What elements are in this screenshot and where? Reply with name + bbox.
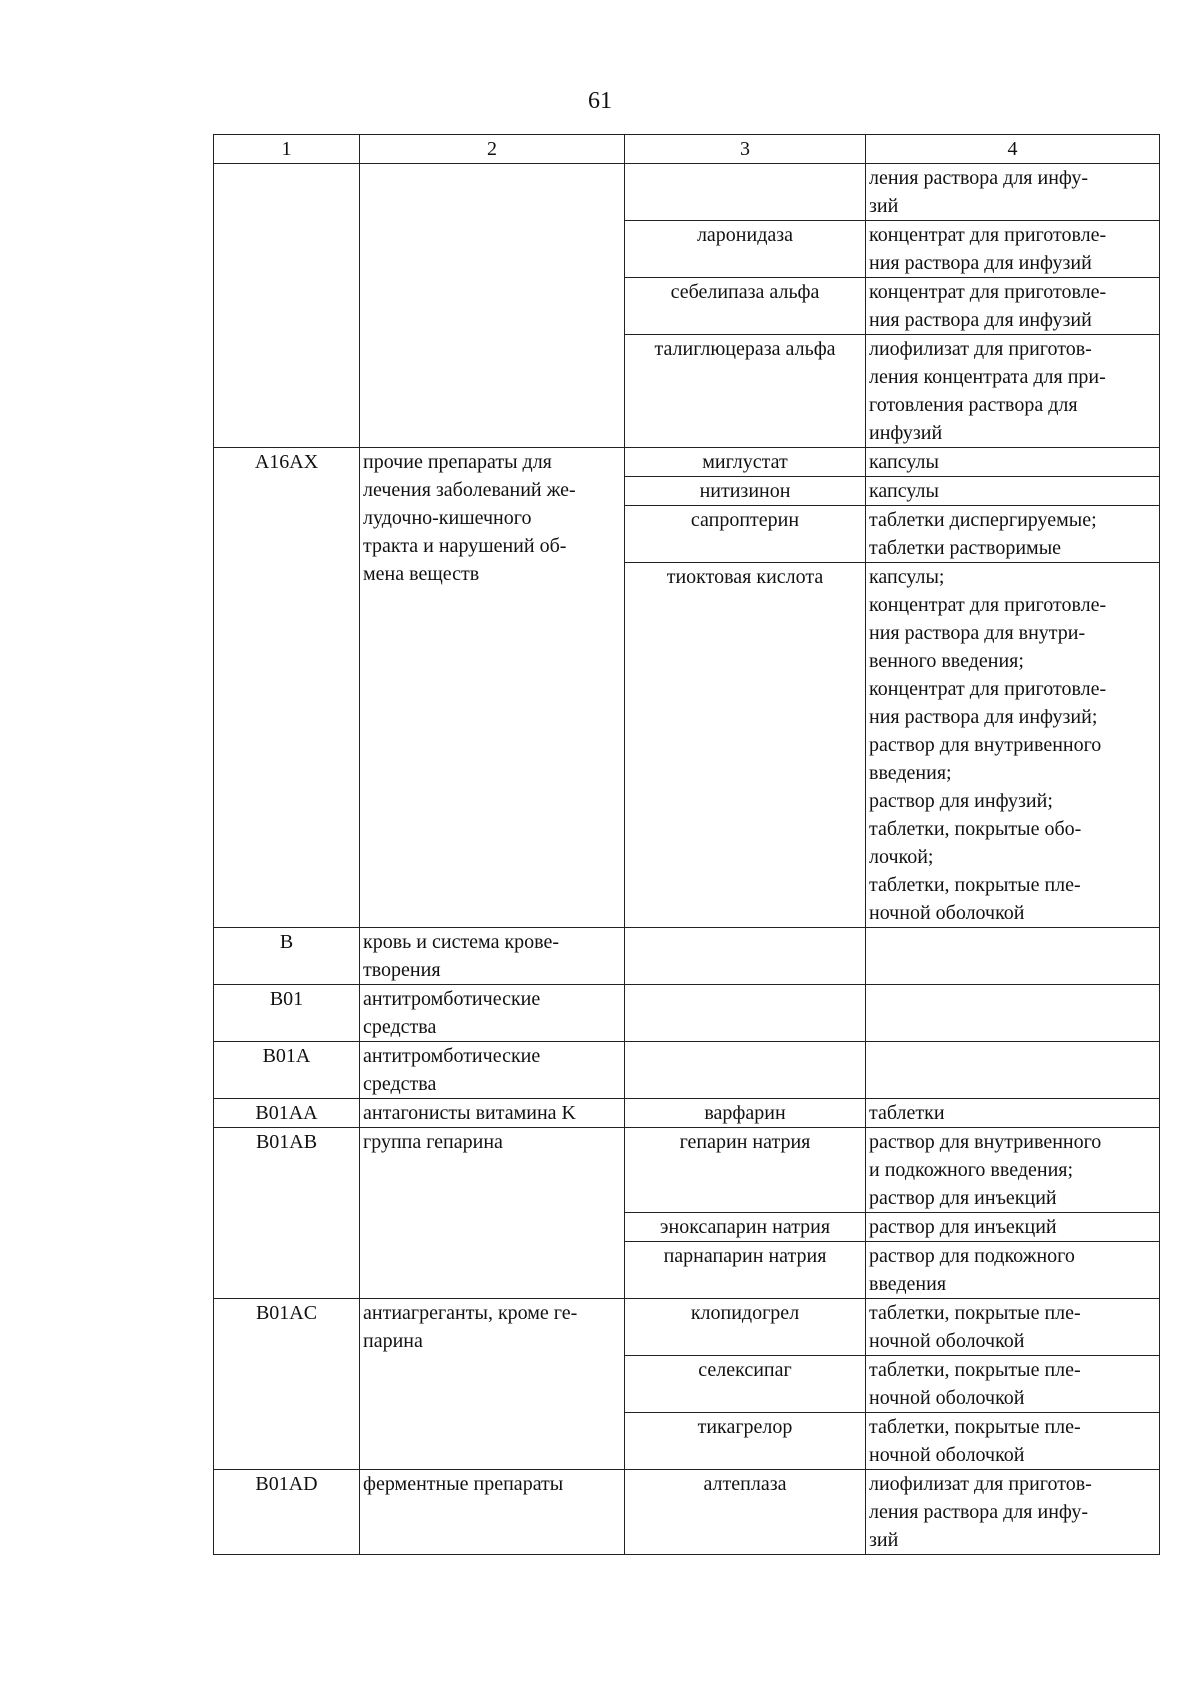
code-cell: B01 xyxy=(214,985,360,1042)
code-cell: B xyxy=(214,928,360,985)
dosage-form-cell xyxy=(866,985,1160,1042)
dosage-form-line: и подкожного введения; xyxy=(869,1159,1074,1181)
dosage-form-line: раствор для инфузий; xyxy=(869,790,1053,812)
dosage-form-line: ночной оболочкой xyxy=(869,1387,1025,1409)
dosage-form-line: ночной оболочкой xyxy=(869,902,1025,924)
drug-name-cell: варфарин xyxy=(625,1099,866,1128)
column-number-4: 4 xyxy=(866,135,1160,164)
group-line: ферментные препараты xyxy=(363,1473,564,1495)
group-cell xyxy=(360,928,625,985)
dosage-form-line: раствор для внутривенного xyxy=(869,1131,1102,1153)
drug-name-cell xyxy=(625,1042,866,1099)
group-cell xyxy=(360,164,625,448)
dosage-form-line: венного введения; xyxy=(869,650,1024,672)
dosage-form-cell xyxy=(866,506,1160,563)
dosage-form-cell xyxy=(866,477,1160,506)
dosage-form-cell xyxy=(866,1356,1160,1413)
table-row xyxy=(214,985,1160,1042)
dosage-form-line: раствор для инъекций xyxy=(869,1216,1057,1238)
dosage-form-cell xyxy=(866,335,1160,448)
dosage-form-line: ления раствора для инфу- xyxy=(869,167,1089,189)
group-cell xyxy=(360,1299,625,1470)
drug-name-cell: талиглюцераза альфа xyxy=(625,335,866,448)
dosage-form-line: ночной оболочкой xyxy=(869,1444,1025,1466)
drug-name-cell: алтеплаза xyxy=(625,1470,866,1555)
group-line: средства xyxy=(363,1016,437,1038)
drug-name-cell: ларонидаза xyxy=(625,221,866,278)
dosage-form-line: лиофилизат для приготов- xyxy=(869,1473,1092,1495)
dosage-form-line: ления раствора для инфу- xyxy=(869,1501,1089,1523)
column-number-1: 1 xyxy=(214,135,360,164)
group-cell xyxy=(360,1042,625,1099)
drug-name-cell: парнапарин натрия xyxy=(625,1242,866,1299)
drug-name-cell: селексипаг xyxy=(625,1356,866,1413)
group-line: средства xyxy=(363,1073,437,1095)
group-line: группа гепарина xyxy=(363,1131,503,1153)
drug-name-cell xyxy=(625,164,866,221)
drug-name-cell: нитизинон xyxy=(625,477,866,506)
dosage-form-line: ночной оболочкой xyxy=(869,1330,1025,1352)
group-line: парина xyxy=(363,1330,423,1352)
dosage-form-cell xyxy=(866,1128,1160,1213)
group-line: тракта и нарушений об- xyxy=(363,535,567,557)
code-cell: B01AD xyxy=(214,1470,360,1555)
dosage-form-line: ния раствора для внутри- xyxy=(869,622,1086,644)
dosage-form-line: зий xyxy=(869,1529,899,1551)
dosage-form-line: ния раствора для инфузий xyxy=(869,252,1092,274)
dosage-form-cell xyxy=(866,1413,1160,1470)
dosage-form-line: концентрат для приготовле- xyxy=(869,224,1107,246)
group-cell xyxy=(360,1128,625,1299)
drug-name-cell: тиоктовая кислота xyxy=(625,563,866,928)
dosage-form-line: концентрат для приготовле- xyxy=(869,678,1107,700)
column-number-row xyxy=(214,135,1160,164)
column-number-3: 3 xyxy=(625,135,866,164)
dosage-form-line: зий xyxy=(869,195,899,217)
group-line: антитромботические xyxy=(363,988,541,1010)
dosage-form-cell xyxy=(866,448,1160,477)
group-line: мена веществ xyxy=(363,563,480,585)
drug-name-cell: себелипаза альфа xyxy=(625,278,866,335)
group-cell xyxy=(360,985,625,1042)
dosage-form-line: таблетки диспергируемые; xyxy=(869,509,1097,531)
column-number-2: 2 xyxy=(360,135,625,164)
code-cell: B01AA xyxy=(214,1099,360,1128)
group-line: творения xyxy=(363,959,441,981)
dosage-form-line: капсулы xyxy=(869,480,939,502)
table-row xyxy=(214,1299,1160,1356)
dosage-form-line: раствор для подкожного xyxy=(869,1245,1075,1267)
dosage-form-cell xyxy=(866,1099,1160,1128)
dosage-form-line: таблетки, покрытые пле- xyxy=(869,1416,1081,1438)
dosage-form-line: ления концентрата для при- xyxy=(869,366,1106,388)
table-row xyxy=(214,1128,1160,1213)
group-cell xyxy=(360,1470,625,1555)
dosage-form-line: таблетки, покрытые пле- xyxy=(869,1302,1081,1324)
dosage-form-line: таблетки, покрытые обо- xyxy=(869,818,1082,840)
group-line: антитромботические xyxy=(363,1045,541,1067)
dosage-form-line: капсулы; xyxy=(869,566,945,588)
dosage-form-cell xyxy=(866,164,1160,221)
group-line: лудочно-кишечного xyxy=(363,507,532,529)
dosage-form-line: готовления раствора для xyxy=(869,394,1078,416)
code-cell: A16AX xyxy=(214,448,360,928)
drug-name-cell: клопидогрел xyxy=(625,1299,866,1356)
drug-name-cell xyxy=(625,928,866,985)
dosage-form-line: раствор для внутривенного xyxy=(869,734,1102,756)
dosage-form-cell xyxy=(866,1042,1160,1099)
dosage-form-cell xyxy=(866,1470,1160,1555)
dosage-form-line: введения xyxy=(869,1273,947,1295)
dosage-form-line: таблетки xyxy=(869,1102,945,1124)
dosage-form-line: раствор для инъекций xyxy=(869,1187,1057,1209)
dosage-form-cell xyxy=(866,563,1160,928)
group-line: антагонисты витамина K xyxy=(363,1102,576,1124)
drug-name-cell: сапроптерин xyxy=(625,506,866,563)
dosage-form-line: концентрат для приготовле- xyxy=(869,594,1107,616)
dosage-form-line: концентрат для приготовле- xyxy=(869,281,1107,303)
dosage-form-line: лочкой; xyxy=(869,846,934,868)
table-row xyxy=(214,1099,1160,1128)
group-line: антиагреганты, кроме ге- xyxy=(363,1302,578,1324)
group-cell xyxy=(360,1099,625,1128)
dosage-form-line: капсулы xyxy=(869,451,939,473)
drug-name-cell xyxy=(625,985,866,1042)
page-number: 61 xyxy=(588,88,612,114)
drug-name-cell: миглустат xyxy=(625,448,866,477)
code-cell: B01AC xyxy=(214,1299,360,1470)
table-row xyxy=(214,928,1160,985)
code-cell xyxy=(214,164,360,448)
drug-name-cell: тикагрелор xyxy=(625,1413,866,1470)
dosage-form-line: таблетки растворимые xyxy=(869,537,1062,559)
dosage-form-line: ния раствора для инфузий; xyxy=(869,706,1098,728)
dosage-form-line: таблетки, покрытые пле- xyxy=(869,874,1081,896)
drug-name-cell: гепарин натрия xyxy=(625,1128,866,1213)
dosage-form-line: таблетки, покрытые пле- xyxy=(869,1359,1081,1381)
group-line: кровь и система крове- xyxy=(363,931,560,953)
dosage-form-cell xyxy=(866,221,1160,278)
group-cell xyxy=(360,448,625,928)
dosage-form-line: введения; xyxy=(869,762,952,784)
drug-name-cell: эноксапарин натрия xyxy=(625,1213,866,1242)
table-row xyxy=(214,164,1160,221)
table-row xyxy=(214,448,1160,477)
dosage-form-line: лиофилизат для приготов- xyxy=(869,338,1092,360)
dosage-form-cell xyxy=(866,1242,1160,1299)
group-line: прочие препараты для xyxy=(363,451,552,473)
dosage-form-cell xyxy=(866,928,1160,985)
code-cell: B01AB xyxy=(214,1128,360,1299)
dosage-form-cell xyxy=(866,1299,1160,1356)
group-line: лечения заболеваний же- xyxy=(363,479,576,501)
dosage-form-line: ния раствора для инфузий xyxy=(869,309,1092,331)
code-cell: B01A xyxy=(214,1042,360,1099)
table-row xyxy=(214,1470,1160,1555)
table-row xyxy=(214,1042,1160,1099)
dosage-form-cell xyxy=(866,278,1160,335)
dosage-form-line: инфузий xyxy=(869,422,943,444)
drug-classification-table xyxy=(213,134,1160,1555)
dosage-form-cell xyxy=(866,1213,1160,1242)
